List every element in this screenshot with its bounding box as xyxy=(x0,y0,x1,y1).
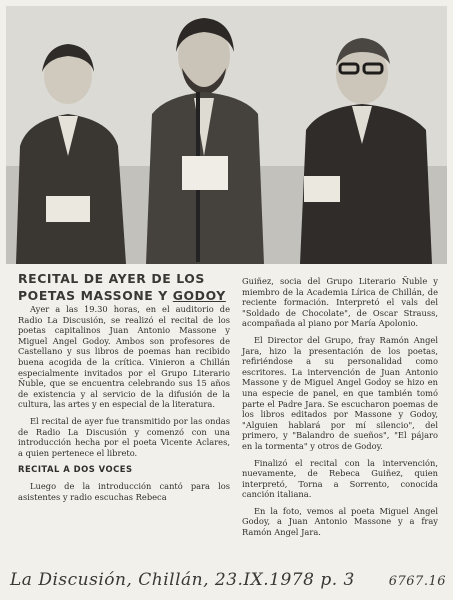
article-subhead: RECITAL A DOS VOCES xyxy=(18,464,133,475)
headline-line-2: POETAS MASSONE Y xyxy=(18,288,173,303)
article-column-right xyxy=(242,276,438,544)
archive-code: 6767.16 xyxy=(388,574,446,589)
news-photo xyxy=(6,6,447,264)
paragraph: Guiñez, socia del Grupo Literario Ñuble y miembro de la Academia Lírica de Chillán, de reciente formación. Interpretó el vals del "Soldado de Chocolate", de Oscar Strauss, acompañada al piano por María Apolonio. xyxy=(242,276,438,329)
paragraph: Ayer a las 19.30 horas, en el auditorio de Radio La Discusión, se realizó el recital de los poetas capitalinos Juan Antonio Massone y Miguel Angel Godoy. Ambos son profesores de Castellano y sus libros de poemas han recibido buena acogida de la crítica. Vinieron a Chillán especialmente invitados por el Grupo Literario Ñuble, que se encuentra celebrando sus 15 años de existencia y al servicio de la difusión de la cultura, las artes y en especial de la literatura. xyxy=(18,304,230,410)
headline-line-1: RECITAL DE AYER DE LOS xyxy=(18,271,205,286)
paragraph: El recital de ayer fue transmitido por las ondas de Radio La Discusión y comenzó con una introducción hecha por el poeta Vicente Aclares, a quien pertenece el libreto. xyxy=(18,415,230,458)
paragraph: El Director del Grupo, fray Ramón Angel Jara, hizo la presentación de los poetas, refiriéndose a su personalidad como escritores. La intervención de Juan Antonio Massone y de Miguel Angel Godoy se hizo en una especie de panel, en que también tomó parte el Padre Jara. Se escucharon poemas de los libros editados por Massone y Godoy, "Alguien hablará por mí silencio", del primero, y "Balandro de sueños", "El pájaro en la tormenta" y otros de Godoy. xyxy=(242,334,438,451)
headline-underlined-word: GODOY xyxy=(172,288,226,303)
photo-illustration xyxy=(6,6,447,264)
paragraph: Luego de la introducción cantó para los asistentes y radio escuchas Rebeca xyxy=(18,480,230,502)
article-column-left xyxy=(18,304,230,508)
source-citation: La Discusión, Chillán, 23.IX.1978 p. 3 xyxy=(10,570,355,590)
paragraph: Finalizó el recital con la intervención, nuevamente, de Rebeca Guiñez, quien interpretó, Torna a Sorrento, conocida canción italiana. xyxy=(242,457,438,500)
handwritten-source-note xyxy=(10,570,446,596)
article-headline xyxy=(18,270,233,304)
paragraph: En la foto, vemos al poeta Miguel Angel Godoy, a Juan Antonio Massone y a fray Ramón Angel Jara. xyxy=(242,505,438,538)
